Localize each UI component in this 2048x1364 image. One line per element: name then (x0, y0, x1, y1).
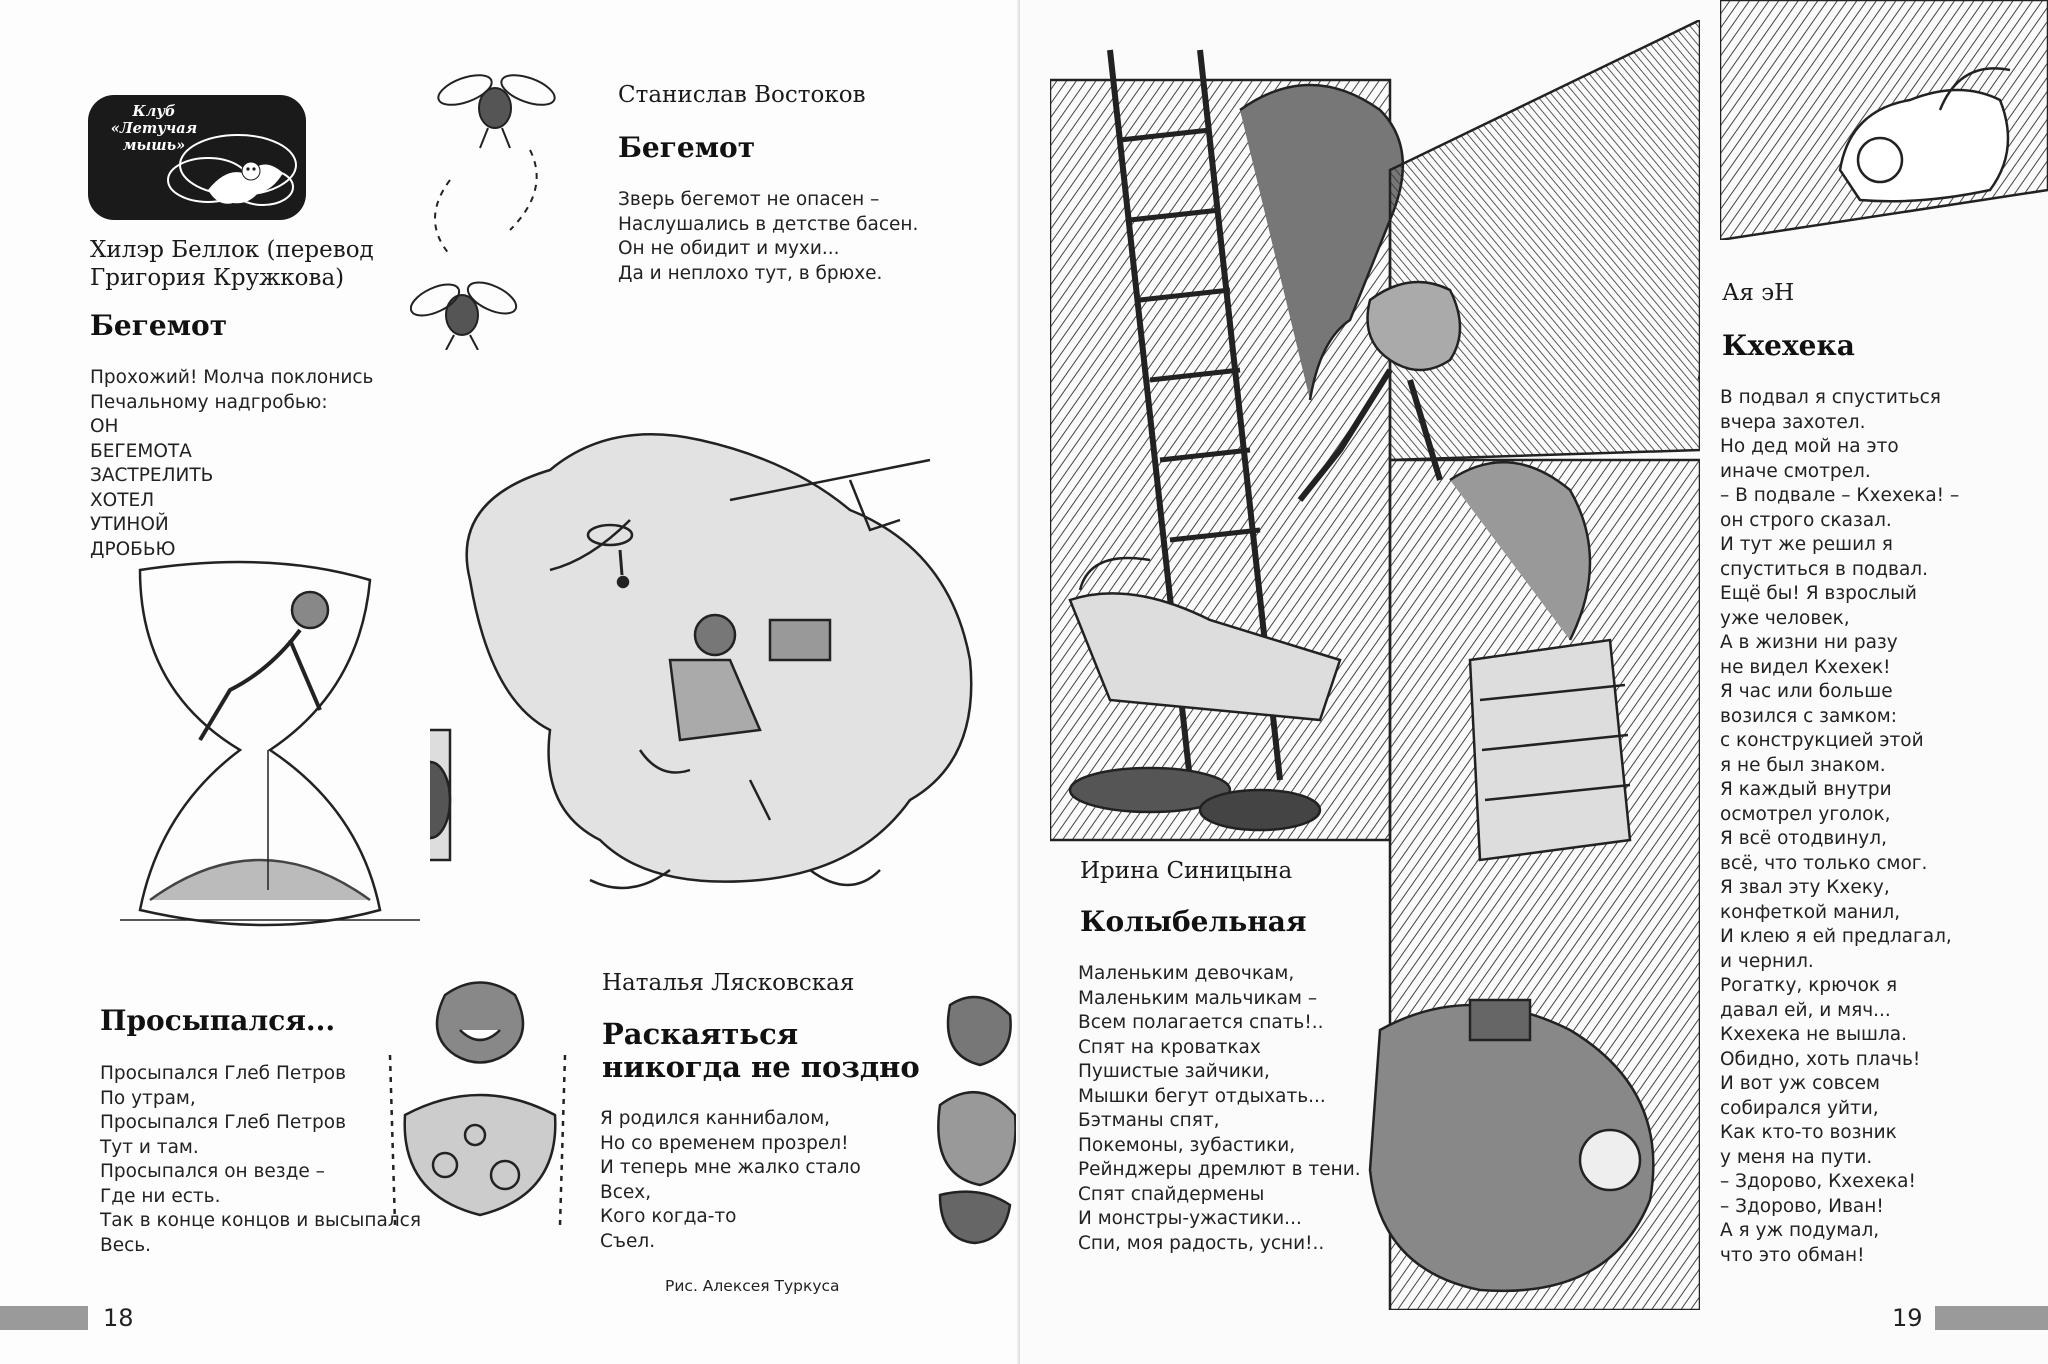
poem-line: Тут и там. (100, 1136, 199, 1158)
poem-line: Спят спайдермены (1078, 1183, 1265, 1205)
sleeping-cat-illustration (1720, 0, 2048, 240)
monster-illustration (385, 975, 575, 1245)
poem-line: Да и неплохо тут, в брюхе. (618, 262, 883, 284)
illustration-credit: Рис. Алексея Туркуса (665, 1277, 840, 1295)
poem-line: Ещё бы! Я взрослый (1720, 583, 1917, 604)
page-bar-left (0, 1306, 88, 1330)
poem-line: Но со временем прозрел! (600, 1132, 849, 1154)
aya-en-poem (1720, 386, 1959, 1268)
poem-line: не видел Кхехек! (1720, 656, 1891, 678)
poem-line: Так в конце концов и высыпался (100, 1210, 421, 1231)
poem-line: Спят на кроватках (1078, 1036, 1261, 1058)
poem-line: возился с замком: (1720, 705, 1897, 727)
badge-line-2: «Летучая (110, 120, 198, 137)
poem-line: И тут же решил я (1720, 534, 1893, 555)
poem-line: Съел. (600, 1230, 656, 1252)
belloc-author (90, 236, 374, 292)
cannibal-plant-illustration (920, 985, 1020, 1245)
hippo-illustration (430, 400, 990, 920)
poem-line: Рейнджеры дремлют в тени. (1078, 1159, 1361, 1180)
flies-illustration (410, 60, 570, 350)
poem-line: Он не обидит и мухи... (618, 238, 840, 259)
poem-line: Просыпался Глеб Петров (100, 1063, 347, 1084)
poem-line: УТИНОЙ (90, 514, 169, 535)
poem-line: И клею я ей предлагал, (1720, 926, 1952, 947)
belloc-author-line-2: Григория Кружкова) (90, 265, 345, 291)
poem-line: я не был знаком. (1720, 754, 1886, 776)
aya-en-author: Ая эН (1722, 280, 1795, 306)
poem-line: Я родился каннибалом, (600, 1108, 831, 1129)
right-page (1020, 0, 2048, 1364)
prosypalsya-title: Просыпался... (100, 1004, 336, 1037)
poem-line: И теперь мне жалко стало (600, 1157, 861, 1178)
poem-line: Как кто-то возник (1720, 1122, 1897, 1143)
club-badge (88, 95, 306, 220)
lyaskovskaya-poem (600, 1107, 861, 1254)
lyaskovskaya-title-line-2: никогда не поздно (602, 1050, 920, 1084)
vostokov-title: Бегемот (618, 131, 756, 164)
poem-line: у меня на пути. (1720, 1146, 1873, 1168)
poem-line: А я уж подумал, (1720, 1220, 1880, 1241)
poem-line: Я всё отодвинул, (1720, 828, 1887, 849)
belloc-poem (90, 366, 373, 562)
poem-line: Печальному надгробью: (90, 391, 328, 413)
poem-line: БЕГЕМОТА (90, 440, 192, 462)
poem-line: Обидно, хоть плачь! (1720, 1048, 1921, 1070)
poem-line: собирался уйти, (1720, 1097, 1879, 1119)
poem-line: вчера захотел. (1720, 411, 1866, 433)
vostokov-author: Станислав Востоков (618, 82, 866, 108)
poem-line: – В подвале – Кхехека! – (1720, 485, 1960, 506)
poem-line: – Здорово, Кхехека! (1720, 1171, 1916, 1192)
poem-line: И вот уж совсем (1720, 1073, 1880, 1094)
sinitsyna-title: Колыбельная (1080, 905, 1307, 938)
poem-line: А в жизни ни разу (1720, 632, 1898, 653)
poem-line: Кхехека не вышла. (1720, 1024, 1908, 1045)
poem-line: Я звал эту Кхеку, (1720, 877, 1890, 898)
hourglass-illustration (120, 560, 420, 930)
poem-line: Маленьким девочкам, (1078, 963, 1295, 984)
poem-line: Просыпался Глеб Петров (100, 1112, 347, 1133)
badge-line-1: Клуб (132, 103, 176, 120)
poem-line: спуститься в подвал. (1720, 558, 1928, 580)
poem-line: Спи, моя радость, усни!.. (1078, 1232, 1325, 1254)
poem-line: Пушистые зайчики, (1078, 1061, 1270, 1082)
poem-line: Просыпался он везде – (100, 1161, 325, 1182)
poem-line: Покемоны, зубастики, (1078, 1134, 1296, 1156)
poem-line: Бэтманы спят, (1078, 1110, 1220, 1131)
poem-line: Я каждый внутри (1720, 779, 1892, 800)
poem-line: уже человек, (1720, 607, 1850, 629)
poem-line: Кого когда-то (600, 1206, 737, 1227)
lyaskovskaya-author: Наталья Лясковская (602, 970, 855, 996)
poem-line: ОН (90, 416, 119, 437)
poem-line: что это обман! (1720, 1244, 1865, 1266)
poem-line: конфеткой манил, (1720, 901, 1901, 923)
sinitsyna-author: Ирина Синицына (1080, 858, 1293, 884)
poem-line: По утрам, (100, 1087, 196, 1109)
poem-line: ЗАСТРЕЛИТЬ (90, 465, 214, 486)
poem-line: и чернил. (1720, 950, 1814, 972)
poem-line: Мышки бегут отдыхать... (1078, 1085, 1326, 1107)
poem-line: всё, что только смог. (1720, 852, 1928, 874)
poem-line: Где ни есть. (100, 1185, 221, 1207)
club-badge-label (104, 103, 204, 154)
poem-line: с конструкцией этой (1720, 730, 1924, 751)
sinitsyna-poem (1078, 962, 1365, 1256)
poem-line: давал ей, и мяч... (1720, 999, 1891, 1021)
poem-line: иначе смотрел. (1720, 460, 1871, 482)
poem-line: Рогатку, крючок я (1720, 975, 1898, 996)
badge-line-3: мышь» (122, 137, 186, 154)
poem-line: Прохожий! Молча поклонись (90, 367, 374, 388)
belloc-author-line-1: Хилэр Беллок (перевод (90, 237, 374, 263)
left-page (0, 0, 1020, 1364)
lyaskovskaya-title-line-1: Раскаяться (602, 1017, 799, 1051)
poem-line: – Здорово, Иван! (1720, 1195, 1884, 1217)
poem-line: Но дед мой на это (1720, 436, 1899, 457)
poem-line: Я час или больше (1720, 681, 1893, 702)
poem-line: Всех, (600, 1181, 652, 1203)
poem-line: В подвал я спуститься (1720, 387, 1941, 408)
prosypalsya-poem (100, 1062, 421, 1258)
belloc-title: Бегемот (90, 309, 228, 342)
poem-line: ХОТЕЛ (90, 489, 155, 511)
page-number-left: 18 (103, 1304, 134, 1332)
poem-line: Всем полагается спать!.. (1078, 1012, 1324, 1033)
page-number-right: 19 (1892, 1304, 1923, 1332)
aya-en-title: Кхехека (1722, 329, 1855, 362)
lyaskovskaya-title (602, 1018, 920, 1084)
page-bar-right (1935, 1306, 2048, 1330)
poem-line: осмотрел уголок, (1720, 803, 1891, 825)
vostokov-poem (618, 188, 918, 286)
poem-line: он строго сказал. (1720, 509, 1892, 531)
poem-line: Зверь бегемот не опасен – (618, 189, 880, 210)
poem-line: Весь. (100, 1234, 152, 1256)
poem-line: И монстры-ужастики... (1078, 1208, 1302, 1229)
poem-line: Наслушались в детстве басен. (618, 213, 919, 235)
poem-line: Маленьким мальчикам – (1078, 987, 1318, 1009)
poem-line: ДРОБЬЮ (90, 538, 176, 560)
